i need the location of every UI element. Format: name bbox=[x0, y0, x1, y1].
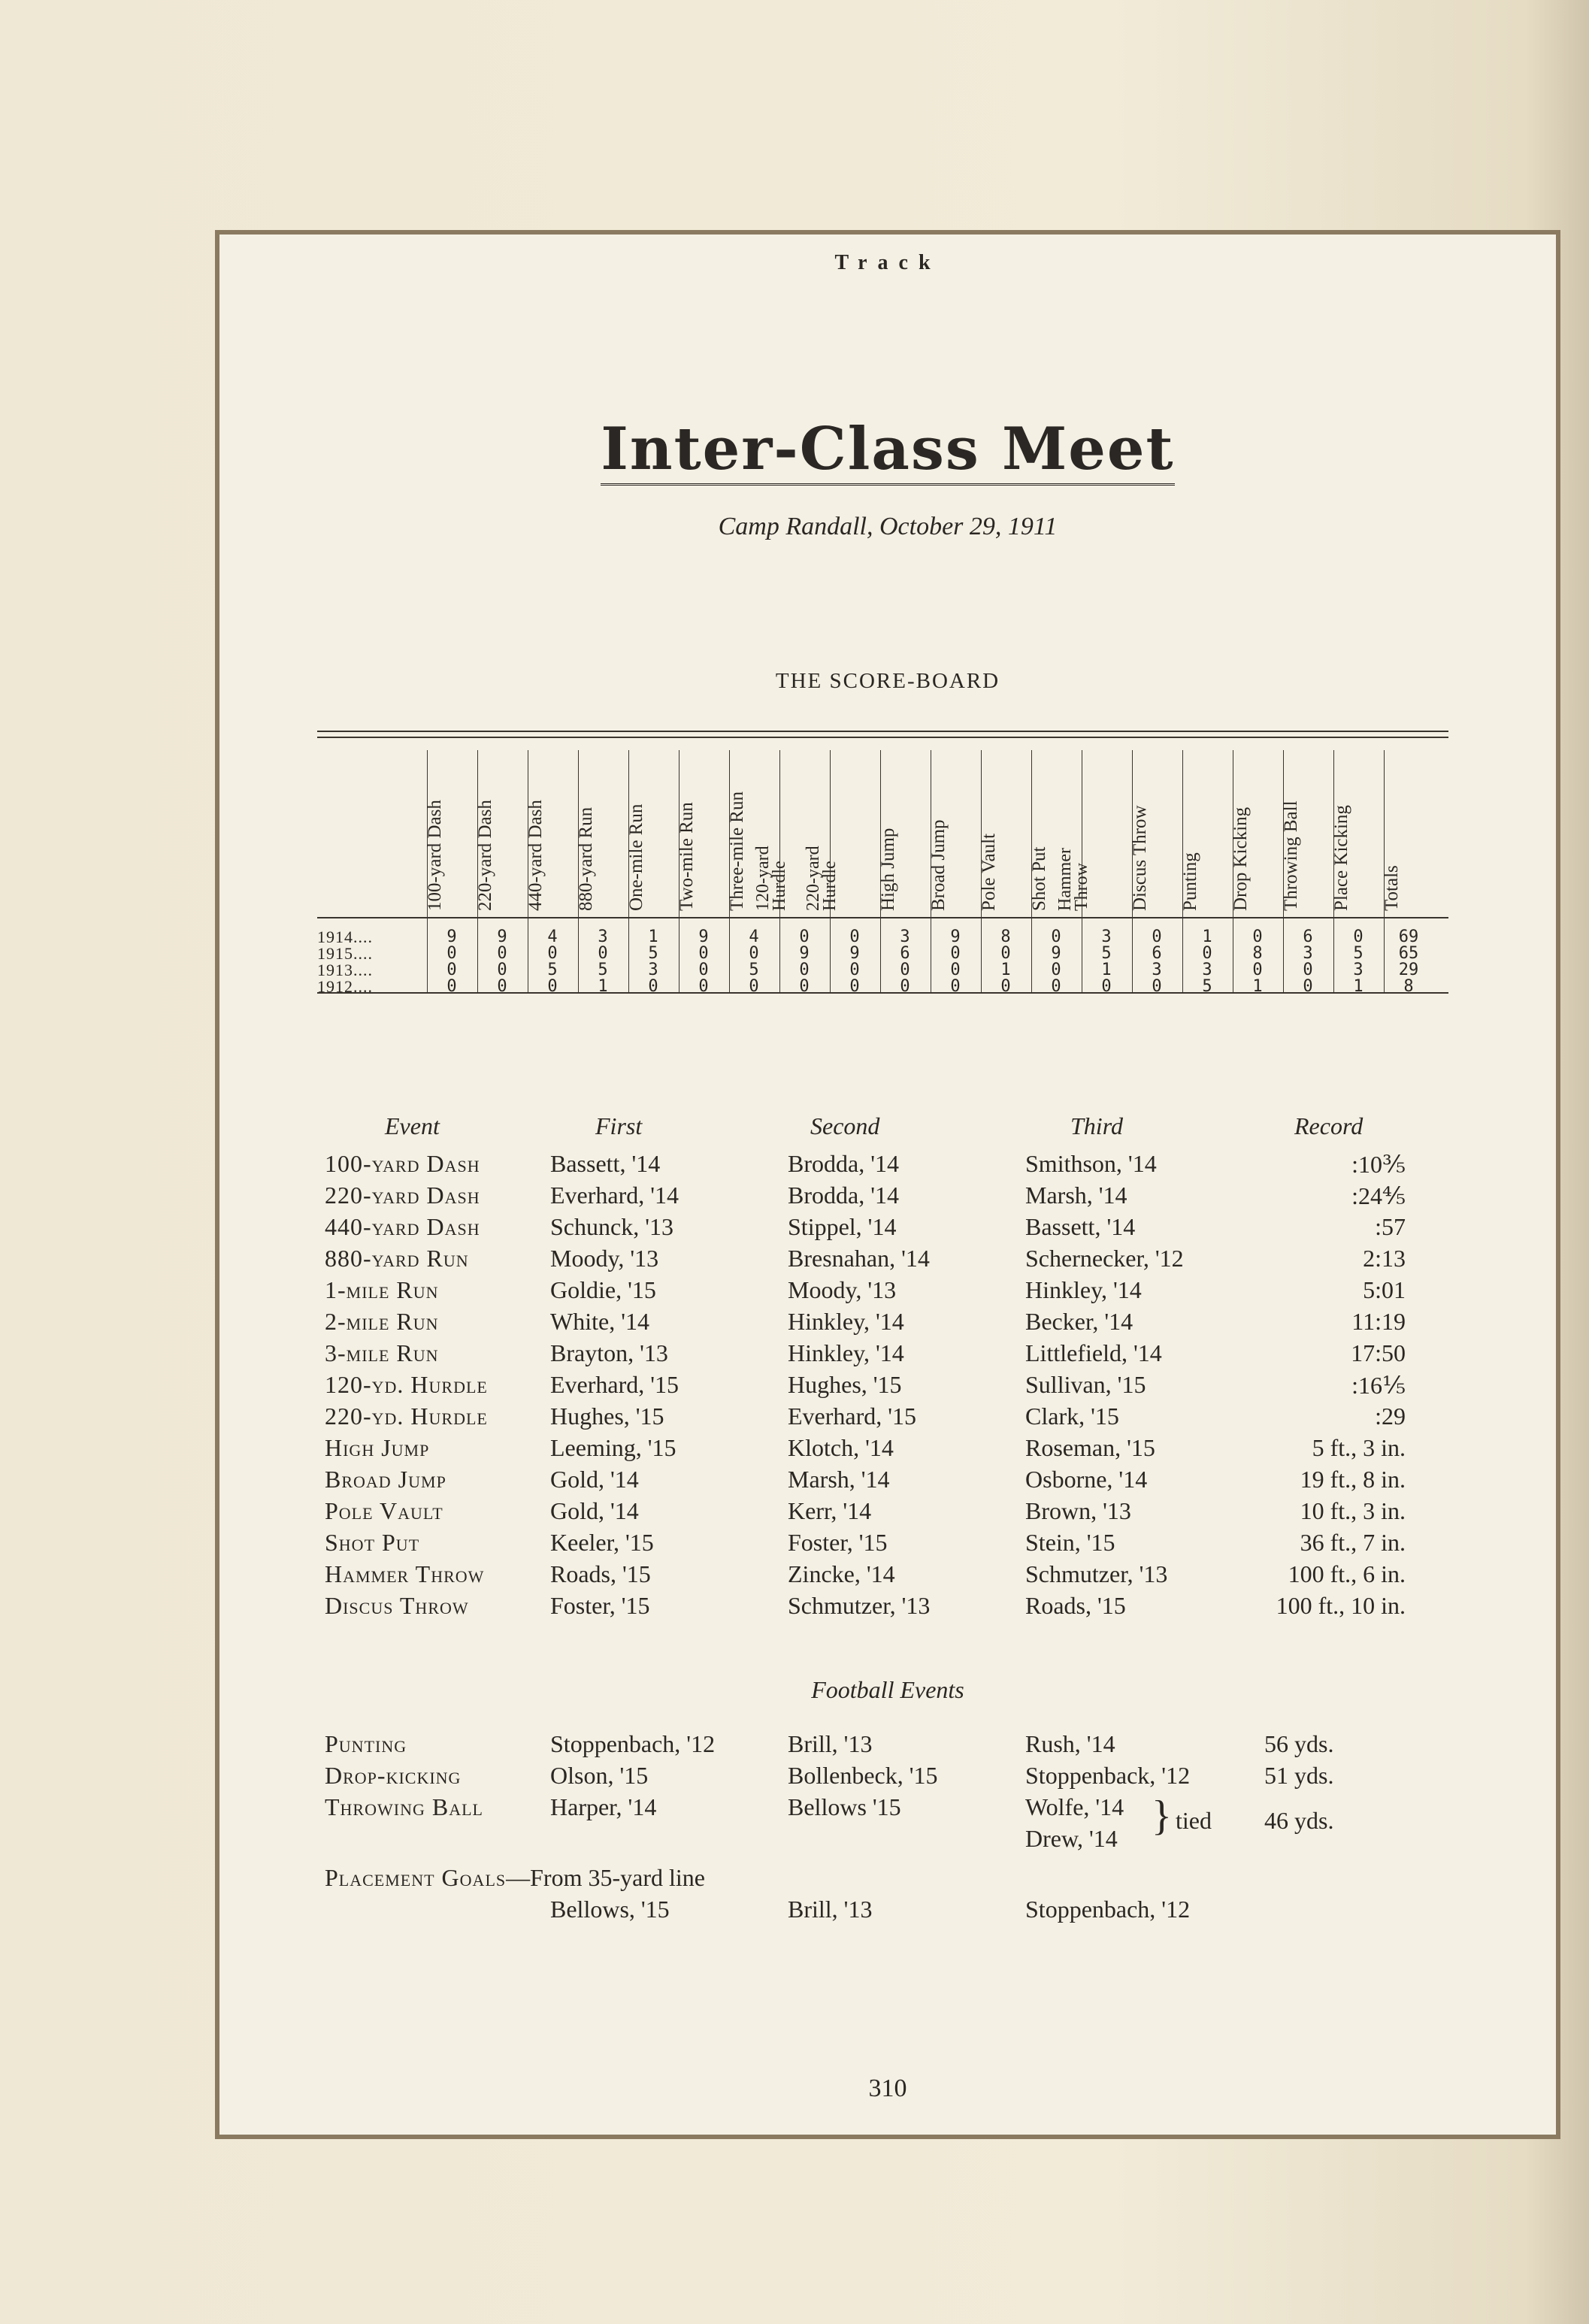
result-first: Brayton, '13 bbox=[550, 1339, 668, 1366]
results-header-first: First bbox=[595, 1112, 643, 1139]
football-record: 56 yds. bbox=[1264, 1730, 1334, 1757]
score-column-header bbox=[981, 750, 1028, 917]
score-cell: 0 bbox=[698, 944, 709, 963]
result-event: Discus Throw bbox=[325, 1592, 469, 1619]
score-cell: 0 bbox=[1051, 977, 1061, 996]
result-first: Leeming, '15 bbox=[550, 1434, 676, 1461]
score-column-label: 220-yard Dash bbox=[475, 800, 495, 911]
results-header-event: Event bbox=[385, 1112, 440, 1139]
score-cell: 8 bbox=[1252, 944, 1263, 963]
result-second: Stippel, '14 bbox=[788, 1213, 897, 1240]
score-column-label bbox=[805, 846, 838, 911]
score-row-label: 1913.... bbox=[317, 961, 373, 979]
score-column-divider bbox=[1384, 917, 1385, 992]
score-row-label: 1912.... bbox=[317, 977, 373, 996]
result-second: Zincke, '14 bbox=[788, 1560, 895, 1587]
football-third: Wolfe, '14 bbox=[1025, 1793, 1124, 1820]
score-column-label: Place Kicking bbox=[1331, 805, 1351, 911]
score-cell: 0 bbox=[849, 927, 860, 946]
score-column-divider bbox=[1333, 917, 1334, 992]
results-header-second: Second bbox=[810, 1112, 880, 1139]
score-cell: 9 bbox=[849, 944, 860, 963]
score-column-divider bbox=[477, 917, 478, 992]
score-cell: 0 bbox=[698, 977, 709, 996]
score-cell: 0 bbox=[648, 977, 658, 996]
score-column-divider bbox=[1132, 917, 1133, 992]
score-cell: 5 bbox=[598, 961, 608, 979]
score-cell: 0 bbox=[900, 961, 910, 979]
score-row-label: 1915.... bbox=[317, 944, 373, 963]
result-third: Schmutzer, '13 bbox=[1025, 1560, 1168, 1587]
score-cell: 0 bbox=[1000, 977, 1011, 996]
result-first: Everhard, '15 bbox=[550, 1371, 679, 1398]
result-third: Becker, '14 bbox=[1025, 1308, 1133, 1335]
result-record: 11:19 bbox=[1351, 1308, 1406, 1335]
score-cell: 8 bbox=[1403, 977, 1414, 996]
score-column-header bbox=[676, 750, 726, 917]
placement-second: Brill, '13 bbox=[788, 1896, 873, 1923]
score-column-divider bbox=[628, 917, 629, 992]
result-third: Roads, '15 bbox=[1025, 1592, 1126, 1619]
score-cell: 0 bbox=[1000, 944, 1011, 963]
score-cell: 0 bbox=[598, 944, 608, 963]
score-column-label: 100-yard Dash bbox=[425, 800, 445, 911]
score-column-label: 440-yard Dash bbox=[525, 800, 546, 911]
page-frame bbox=[215, 230, 1560, 2139]
score-rule-head-bottom bbox=[317, 917, 1448, 918]
score-cell: 3 bbox=[1152, 961, 1162, 979]
result-event: Pole Vault bbox=[325, 1497, 443, 1524]
football-event: Drop-kicking bbox=[325, 1762, 462, 1789]
score-cell: 9 bbox=[446, 927, 457, 946]
score-cell: 0 bbox=[1252, 961, 1263, 979]
scoreboard-title: THE SCORE-BOARD bbox=[775, 669, 1000, 693]
score-cell: 0 bbox=[799, 927, 810, 946]
score-column-divider bbox=[729, 917, 730, 992]
score-cell: 9 bbox=[799, 944, 810, 963]
score-cell: 0 bbox=[1051, 927, 1061, 946]
score-column-header bbox=[578, 750, 625, 917]
result-first: Roads, '15 bbox=[550, 1560, 651, 1587]
score-cell: 0 bbox=[799, 977, 810, 996]
score-column-header bbox=[1055, 750, 1129, 917]
score-cell: 0 bbox=[1152, 927, 1162, 946]
result-event: 440-yard Dash bbox=[325, 1213, 480, 1240]
score-cell: 3 bbox=[598, 927, 608, 946]
score-column-label: One-mile Run bbox=[626, 803, 646, 911]
result-third: Roseman, '15 bbox=[1025, 1434, 1155, 1461]
score-column-header bbox=[525, 750, 575, 917]
result-first: Everhard, '14 bbox=[550, 1182, 679, 1209]
football-event: Throwing Ball bbox=[325, 1793, 483, 1820]
score-cell: 5 bbox=[1101, 944, 1112, 963]
placement-line bbox=[325, 1864, 705, 1892]
score-cell: 0 bbox=[446, 961, 457, 979]
score-column-header bbox=[477, 750, 525, 917]
score-column-header bbox=[1384, 750, 1431, 917]
score-column-label bbox=[755, 846, 788, 911]
football-third-2: Drew, '14 bbox=[1025, 1825, 1118, 1852]
score-rule-top bbox=[317, 731, 1448, 732]
score-column-header bbox=[804, 750, 877, 917]
score-column-label: Drop Kicking bbox=[1230, 806, 1251, 911]
score-row-label: 1914.... bbox=[317, 927, 373, 946]
score-cell: 3 bbox=[900, 927, 910, 946]
score-column-header bbox=[880, 750, 928, 917]
result-event: 120-yd. Hurdle bbox=[325, 1371, 488, 1398]
score-cell: 8 bbox=[1000, 927, 1011, 946]
score-column-label: Pole Vault bbox=[979, 833, 999, 911]
score-column-header bbox=[1230, 750, 1280, 917]
score-cell: 1 bbox=[1000, 961, 1011, 979]
results-header-record: Record bbox=[1294, 1112, 1364, 1139]
result-record: :57 bbox=[1375, 1213, 1406, 1240]
score-column-header bbox=[427, 750, 474, 917]
score-cell: 0 bbox=[950, 977, 961, 996]
result-second: Marsh, '14 bbox=[788, 1466, 890, 1493]
result-first: Gold, '14 bbox=[550, 1466, 639, 1493]
result-event: Hammer Throw bbox=[325, 1560, 485, 1587]
score-cell: 0 bbox=[950, 961, 961, 979]
result-first: Bassett, '14 bbox=[550, 1150, 661, 1177]
result-first: Foster, '15 bbox=[550, 1592, 650, 1619]
score-cell: 0 bbox=[849, 961, 860, 979]
result-second: Kerr, '14 bbox=[788, 1497, 872, 1524]
result-third: Brown, '13 bbox=[1025, 1497, 1131, 1524]
result-record: 100 ft., 10 in. bbox=[1276, 1592, 1406, 1619]
score-column-header bbox=[1132, 750, 1179, 917]
result-second: Brodda, '14 bbox=[788, 1150, 899, 1177]
result-third: Clark, '15 bbox=[1025, 1403, 1119, 1430]
score-cell: 3 bbox=[1353, 961, 1364, 979]
tied-brace: } bbox=[1152, 1793, 1172, 1839]
result-record: 10 ft., 3 in. bbox=[1300, 1497, 1406, 1524]
result-third: Smithson, '14 bbox=[1025, 1150, 1157, 1177]
placement-label: Placement Goals bbox=[325, 1864, 507, 1891]
score-cell: 1 bbox=[1252, 977, 1263, 996]
score-column-label: High Jump bbox=[878, 828, 898, 911]
score-column-label-line: 120-yard bbox=[753, 846, 773, 911]
score-column-label: Throwing Ball bbox=[1281, 800, 1301, 911]
score-cell: 3 bbox=[648, 961, 658, 979]
score-column-label: Two-mile Run bbox=[676, 802, 697, 911]
score-cell: 0 bbox=[1101, 977, 1112, 996]
result-event: Broad Jump bbox=[325, 1466, 446, 1493]
result-record: 2:13 bbox=[1363, 1245, 1406, 1272]
page-title bbox=[219, 415, 1556, 483]
score-column-header bbox=[1182, 750, 1230, 917]
score-cell: 5 bbox=[749, 961, 759, 979]
result-third: Marsh, '14 bbox=[1025, 1182, 1127, 1209]
section-header: Track bbox=[834, 251, 941, 274]
result-second: Hughes, '15 bbox=[788, 1371, 902, 1398]
result-record: 19 ft., 8 in. bbox=[1300, 1466, 1406, 1493]
score-column-label: Totals bbox=[1382, 865, 1402, 911]
score-column-header bbox=[1283, 750, 1330, 917]
result-first: White, '14 bbox=[550, 1308, 649, 1335]
football-event: Punting bbox=[325, 1730, 407, 1757]
score-column-label: Punting bbox=[1180, 852, 1200, 911]
result-second: Hinkley, '14 bbox=[788, 1339, 904, 1366]
result-event: Shot Put bbox=[325, 1529, 420, 1556]
result-second: Everhard, '15 bbox=[788, 1403, 917, 1430]
score-column-label-line: Hammer bbox=[1055, 848, 1075, 911]
result-event: 3-mile Run bbox=[325, 1339, 439, 1366]
score-column-label-line: Throw bbox=[1072, 863, 1091, 911]
score-cell: 0 bbox=[1353, 927, 1364, 946]
score-column-label-line: 220-yard bbox=[804, 846, 823, 911]
score-cell: 1 bbox=[1353, 977, 1364, 996]
result-second: Hinkley, '14 bbox=[788, 1308, 904, 1335]
result-event: 220-yard Dash bbox=[325, 1182, 480, 1209]
result-first: Moody, '13 bbox=[550, 1245, 659, 1272]
score-cell: 6 bbox=[1152, 944, 1162, 963]
score-cell: 0 bbox=[1303, 961, 1313, 979]
score-cell: 1 bbox=[1101, 961, 1112, 979]
score-cell: 0 bbox=[497, 944, 507, 963]
result-third: Littlefield, '14 bbox=[1025, 1339, 1162, 1366]
score-column-header bbox=[628, 750, 676, 917]
result-record: :16⅕ bbox=[1351, 1372, 1406, 1399]
page-number: 310 bbox=[868, 2074, 907, 2102]
result-record: :24⅘ bbox=[1351, 1182, 1406, 1209]
score-column-divider bbox=[880, 917, 881, 992]
result-record: 5:01 bbox=[1363, 1276, 1406, 1303]
result-second: Foster, '15 bbox=[788, 1529, 888, 1556]
result-third: Bassett, '14 bbox=[1025, 1213, 1136, 1240]
score-cell: 0 bbox=[497, 977, 507, 996]
football-first: Stoppenbach, '12 bbox=[550, 1730, 716, 1757]
result-second: Klotch, '14 bbox=[788, 1434, 894, 1461]
result-third: Schernecker, '12 bbox=[1025, 1245, 1184, 1272]
score-cell: 0 bbox=[849, 977, 860, 996]
score-column-divider bbox=[779, 917, 780, 992]
score-cell: 29 bbox=[1398, 961, 1419, 979]
score-cell: 9 bbox=[497, 927, 507, 946]
score-column-divider bbox=[578, 917, 579, 992]
football-record: 46 yds. bbox=[1264, 1807, 1334, 1834]
result-event: 1-mile Run bbox=[325, 1276, 439, 1303]
result-record: 100 ft., 6 in. bbox=[1288, 1560, 1406, 1587]
result-first: Gold, '14 bbox=[550, 1497, 639, 1524]
score-cell: 0 bbox=[950, 944, 961, 963]
score-cell: 0 bbox=[799, 961, 810, 979]
result-event: 2-mile Run bbox=[325, 1308, 439, 1335]
result-event: High Jump bbox=[325, 1434, 430, 1461]
result-record: 17:50 bbox=[1351, 1339, 1406, 1366]
score-cell: 5 bbox=[547, 961, 558, 979]
football-first: Harper, '14 bbox=[550, 1793, 657, 1820]
result-second: Schmutzer, '13 bbox=[788, 1592, 931, 1619]
result-event: 220-yd. Hurdle bbox=[325, 1403, 488, 1430]
result-third: Hinkley, '14 bbox=[1025, 1276, 1142, 1303]
score-cell: 0 bbox=[1202, 944, 1212, 963]
score-cell: 0 bbox=[547, 944, 558, 963]
score-column-label: Three-mile Run bbox=[727, 791, 747, 911]
score-column-label: Discus Throw bbox=[1130, 805, 1150, 911]
football-first: Olson, '15 bbox=[550, 1762, 649, 1789]
result-second: Bresnahan, '14 bbox=[788, 1245, 930, 1272]
score-rule-top2 bbox=[317, 737, 1448, 738]
result-record: 36 ft., 7 in. bbox=[1300, 1529, 1406, 1556]
result-record: 5 ft., 3 in. bbox=[1312, 1434, 1406, 1461]
score-cell: 5 bbox=[1353, 944, 1364, 963]
football-second: Bollenbeck, '15 bbox=[788, 1762, 938, 1789]
score-cell: 5 bbox=[1202, 977, 1212, 996]
score-cell: 1 bbox=[598, 977, 608, 996]
score-cell: 4 bbox=[547, 927, 558, 946]
score-cell: 0 bbox=[1252, 927, 1263, 946]
score-cell: 0 bbox=[749, 977, 759, 996]
score-cell: 0 bbox=[1152, 977, 1162, 996]
score-column-divider bbox=[830, 917, 831, 992]
football-second: Brill, '13 bbox=[788, 1730, 873, 1757]
score-cell: 9 bbox=[698, 927, 709, 946]
results-header-third: Third bbox=[1070, 1112, 1123, 1139]
result-third: Stein, '15 bbox=[1025, 1529, 1115, 1556]
score-cell: 1 bbox=[648, 927, 658, 946]
score-column-divider bbox=[1182, 917, 1183, 992]
placement-rest: —From 35-yard line bbox=[506, 1864, 705, 1891]
score-cell: 3 bbox=[1303, 944, 1313, 963]
score-cell: 65 bbox=[1398, 944, 1419, 963]
placement-first: Bellows, '15 bbox=[550, 1896, 670, 1923]
page-subtitle: Camp Randall, October 29, 1911 bbox=[718, 513, 1058, 540]
football-second: Bellows '15 bbox=[788, 1793, 901, 1820]
score-cell: 6 bbox=[900, 944, 910, 963]
score-cell: 3 bbox=[1101, 927, 1112, 946]
score-cell: 0 bbox=[1051, 961, 1061, 979]
result-event: 880-yard Run bbox=[325, 1245, 469, 1272]
score-column-label bbox=[1057, 848, 1090, 911]
result-record: :10⅗ bbox=[1351, 1151, 1406, 1178]
score-cell: 9 bbox=[950, 927, 961, 946]
page-title-text: Inter-Class Meet bbox=[601, 415, 1174, 486]
score-cell: 0 bbox=[900, 977, 910, 996]
score-cell: 0 bbox=[749, 944, 759, 963]
score-cell: 4 bbox=[749, 927, 759, 946]
result-record: :29 bbox=[1375, 1403, 1406, 1430]
result-first: Hughes, '15 bbox=[550, 1403, 664, 1430]
score-cell: 0 bbox=[547, 977, 558, 996]
score-cell: 69 bbox=[1398, 927, 1419, 946]
score-column-label: Broad Jump bbox=[928, 819, 949, 911]
result-third: Osborne, '14 bbox=[1025, 1466, 1148, 1493]
score-column-label: Shot Put bbox=[1029, 846, 1049, 911]
result-first: Keeler, '15 bbox=[550, 1529, 654, 1556]
score-cell: 0 bbox=[497, 961, 507, 979]
score-cell: 3 bbox=[1202, 961, 1212, 979]
result-second: Brodda, '14 bbox=[788, 1182, 899, 1209]
score-column-label-line: Hurdle bbox=[820, 861, 840, 911]
score-column-header bbox=[1333, 750, 1381, 917]
result-first: Schunck, '13 bbox=[550, 1213, 673, 1240]
result-first: Goldie, '15 bbox=[550, 1276, 656, 1303]
football-events-title: Football Events bbox=[811, 1676, 964, 1703]
score-cell: 9 bbox=[1051, 944, 1061, 963]
football-third: Rush, '14 bbox=[1025, 1730, 1115, 1757]
score-cell: 1 bbox=[1202, 927, 1212, 946]
score-cell: 5 bbox=[648, 944, 658, 963]
result-event: 100-yard Dash bbox=[325, 1150, 480, 1177]
score-column-header bbox=[928, 750, 978, 917]
score-column-divider bbox=[427, 917, 428, 992]
score-column-label-line: Hurdle bbox=[770, 861, 789, 911]
score-column-divider bbox=[1031, 917, 1032, 992]
score-column-label: 880-yard Run bbox=[576, 806, 596, 911]
score-cell: 6 bbox=[1303, 927, 1313, 946]
football-tied: tied bbox=[1176, 1807, 1212, 1834]
score-column-divider bbox=[981, 917, 982, 992]
score-column-divider bbox=[1283, 917, 1284, 992]
result-third: Sullivan, '15 bbox=[1025, 1371, 1146, 1398]
result-second: Moody, '13 bbox=[788, 1276, 897, 1303]
football-third: Stoppenback, '12 bbox=[1025, 1762, 1191, 1789]
placement-third: Stoppenbach, '12 bbox=[1025, 1896, 1191, 1923]
score-cell: 0 bbox=[698, 961, 709, 979]
score-cell: 0 bbox=[1303, 977, 1313, 996]
score-cell: 0 bbox=[446, 977, 457, 996]
football-record: 51 yds. bbox=[1264, 1762, 1334, 1789]
score-cell: 0 bbox=[446, 944, 457, 963]
